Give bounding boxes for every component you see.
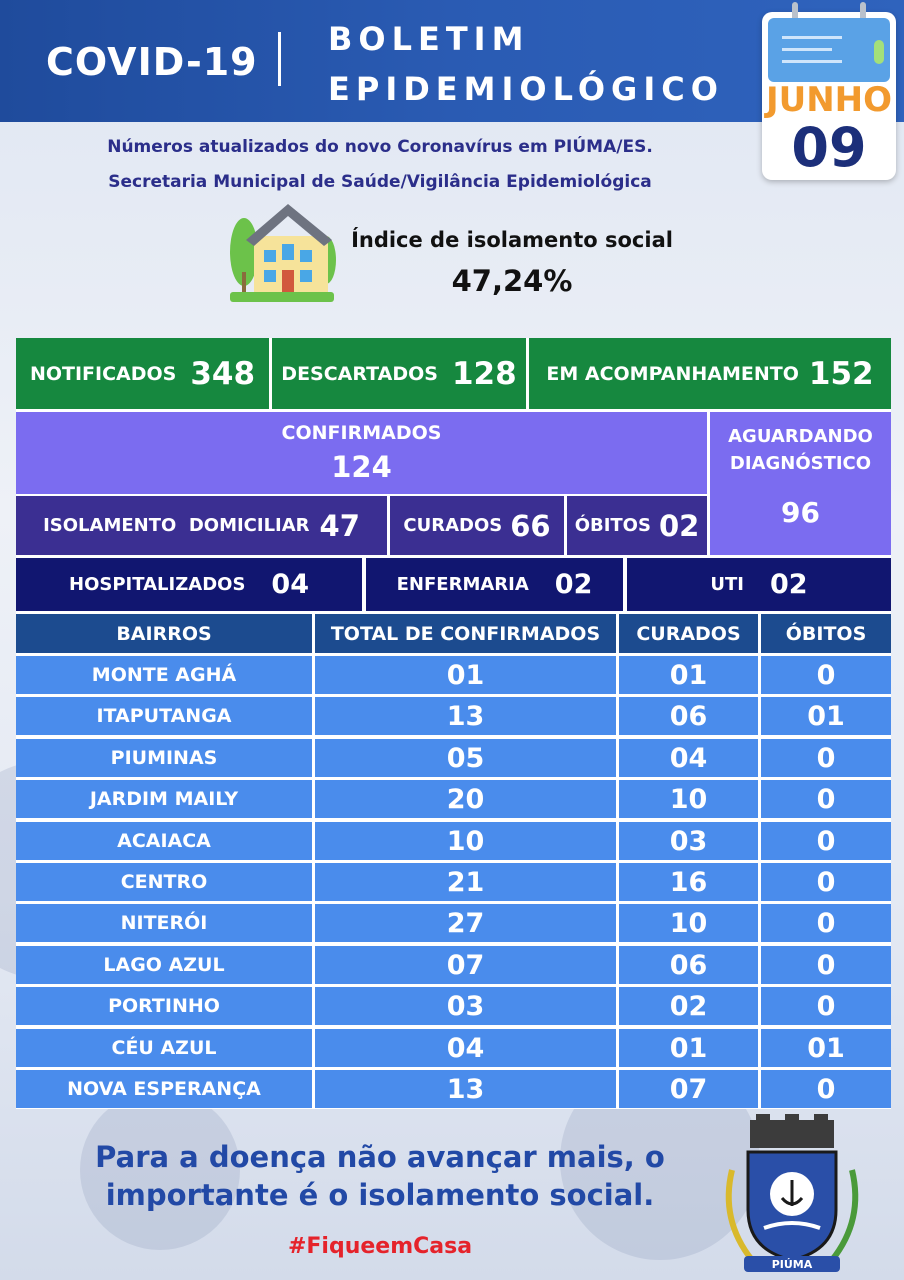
notified-label: NOTIFICADOS <box>29 362 177 385</box>
table-cell-deaths: 0 <box>761 739 891 777</box>
ward-cell <box>366 558 623 611</box>
icu-cell <box>627 558 891 611</box>
table-cell-neighborhood: JARDIM MAILY <box>16 780 312 818</box>
awaiting-diagnosis-cell <box>710 412 891 555</box>
table-cell-total-confirmed: 01 <box>315 656 616 694</box>
notified-cell <box>16 338 269 409</box>
bulletin-title-line1: BOLETIM <box>328 20 530 58</box>
hashtag: #FiqueemCasa <box>287 1234 473 1259</box>
table-cell-deaths: 0 <box>761 656 891 694</box>
table-cell-recovered: 06 <box>619 697 758 735</box>
table-cell-total-confirmed: 13 <box>315 1070 616 1108</box>
ward-value: 02 <box>554 569 593 600</box>
hospitalized-value: 04 <box>271 569 309 600</box>
date-calendar <box>762 12 896 180</box>
table-cell-total-confirmed: 07 <box>315 946 616 984</box>
table-cell-total-confirmed: 21 <box>315 863 616 901</box>
table-cell-recovered: 06 <box>619 946 758 984</box>
table-header-neighborhood: BAIRROS <box>16 614 312 653</box>
table-cell-recovered: 07 <box>619 1070 758 1108</box>
calendar-month: JUNHO <box>765 80 893 120</box>
table-cell-total-confirmed: 20 <box>315 780 616 818</box>
svg-text:PIÚMA: PIÚMA <box>771 1258 813 1271</box>
header-divider <box>278 32 281 86</box>
recovered-value: 66 <box>510 508 551 543</box>
discarded-cell <box>272 338 526 409</box>
table-cell-total-confirmed: 03 <box>315 987 616 1025</box>
table-cell-neighborhood: CÉU AZUL <box>16 1029 312 1067</box>
table-cell-neighborhood: CENTRO <box>16 863 312 901</box>
table-cell-neighborhood: PORTINHO <box>16 987 312 1025</box>
home-isolation-cell <box>16 496 387 555</box>
recovered-label: CURADOS <box>403 515 503 536</box>
icu-label: UTI <box>710 574 744 595</box>
table-cell-deaths: 0 <box>761 863 891 901</box>
table-cell-deaths: 01 <box>761 1029 891 1067</box>
table-cell-total-confirmed: 27 <box>315 904 616 942</box>
ward-label: ENFERMARIA <box>396 574 529 595</box>
confirmed-cell <box>16 412 707 494</box>
table-cell-neighborhood: ITAPUTANGA <box>16 697 312 735</box>
monitoring-cell <box>529 338 891 409</box>
table-cell-neighborhood: PIUMINAS <box>16 739 312 777</box>
table-header-total-confirmed: TOTAL DE CONFIRMADOS <box>315 614 616 653</box>
isolation-index-label: Índice de isolamento social <box>351 228 673 252</box>
deaths-label: ÓBITOS <box>574 515 651 536</box>
house-icon <box>226 200 338 308</box>
table-cell-total-confirmed: 05 <box>315 739 616 777</box>
table-header-deaths: ÓBITOS <box>761 614 891 653</box>
table-cell-neighborhood: MONTE AGHÁ <box>16 656 312 694</box>
hospitalized-label: HOSPITALIZADOS <box>69 574 246 595</box>
calendar-day: 09 <box>791 116 867 179</box>
home-isolation-value: 47 <box>319 508 360 543</box>
table-cell-neighborhood: ACAIACA <box>16 822 312 860</box>
footer-message-line1: Para a doença não avançar mais, o <box>95 1140 665 1174</box>
icu-value: 02 <box>770 569 808 600</box>
table-cell-neighborhood: NOVA ESPERANÇA <box>16 1070 312 1108</box>
monitoring-label: EM ACOMPANHAMENTO <box>546 362 799 385</box>
table-cell-deaths: 0 <box>761 1070 891 1108</box>
table-cell-deaths: 0 <box>761 987 891 1025</box>
covid-title: COVID-19 <box>46 40 258 84</box>
piuma-coat-of-arms-icon <box>712 1110 872 1275</box>
subtitle-line2: Secretaria Municipal de Saúde/Vigilância Epidemiológica <box>108 172 652 192</box>
footer-message-line2: importante é o isolamento social. <box>105 1178 655 1212</box>
calendar-header <box>768 18 890 82</box>
home-isolation-label: ISOLAMENTO DOMICILIAR <box>43 515 310 536</box>
table-header-recovered: CURADOS <box>619 614 758 653</box>
table-cell-deaths: 01 <box>761 697 891 735</box>
confirmed-value: 124 <box>331 450 392 484</box>
subtitle-line1: Números atualizados do novo Coronavírus em PIÚMA/ES. <box>107 137 653 157</box>
awaiting-label-line1: AGUARDANDO <box>728 426 873 447</box>
bulletin-title-line2: EPIDEMIOLÓGICO <box>328 70 724 108</box>
table-cell-recovered: 10 <box>619 780 758 818</box>
awaiting-value: 96 <box>781 496 820 529</box>
table-cell-neighborhood: LAGO AZUL <box>16 946 312 984</box>
discarded-label: DESCARTADOS <box>281 362 438 385</box>
table-cell-recovered: 02 <box>619 987 758 1025</box>
isolation-index-value: 47,24% <box>451 264 573 298</box>
table-cell-deaths: 0 <box>761 822 891 860</box>
table-cell-deaths: 0 <box>761 946 891 984</box>
table-cell-total-confirmed: 13 <box>315 697 616 735</box>
table-cell-recovered: 16 <box>619 863 758 901</box>
table-cell-deaths: 0 <box>761 904 891 942</box>
confirmed-label: CONFIRMADOS <box>281 422 442 444</box>
table-cell-recovered: 03 <box>619 822 758 860</box>
table-cell-total-confirmed: 10 <box>315 822 616 860</box>
discarded-value: 128 <box>451 355 517 392</box>
hospitalized-cell <box>16 558 362 611</box>
table-cell-recovered: 01 <box>619 1029 758 1067</box>
recovered-cell <box>390 496 564 555</box>
table-cell-recovered: 01 <box>619 656 758 694</box>
notified-value: 348 <box>190 355 256 392</box>
deaths-value: 02 <box>658 508 700 543</box>
monitoring-value: 152 <box>808 355 874 392</box>
table-cell-recovered: 10 <box>619 904 758 942</box>
deaths-cell <box>567 496 707 555</box>
table-cell-recovered: 04 <box>619 739 758 777</box>
table-cell-neighborhood: NITERÓI <box>16 904 312 942</box>
awaiting-label-line2: DIAGNÓSTICO <box>729 453 872 474</box>
table-cell-total-confirmed: 04 <box>315 1029 616 1067</box>
table-cell-deaths: 0 <box>761 780 891 818</box>
